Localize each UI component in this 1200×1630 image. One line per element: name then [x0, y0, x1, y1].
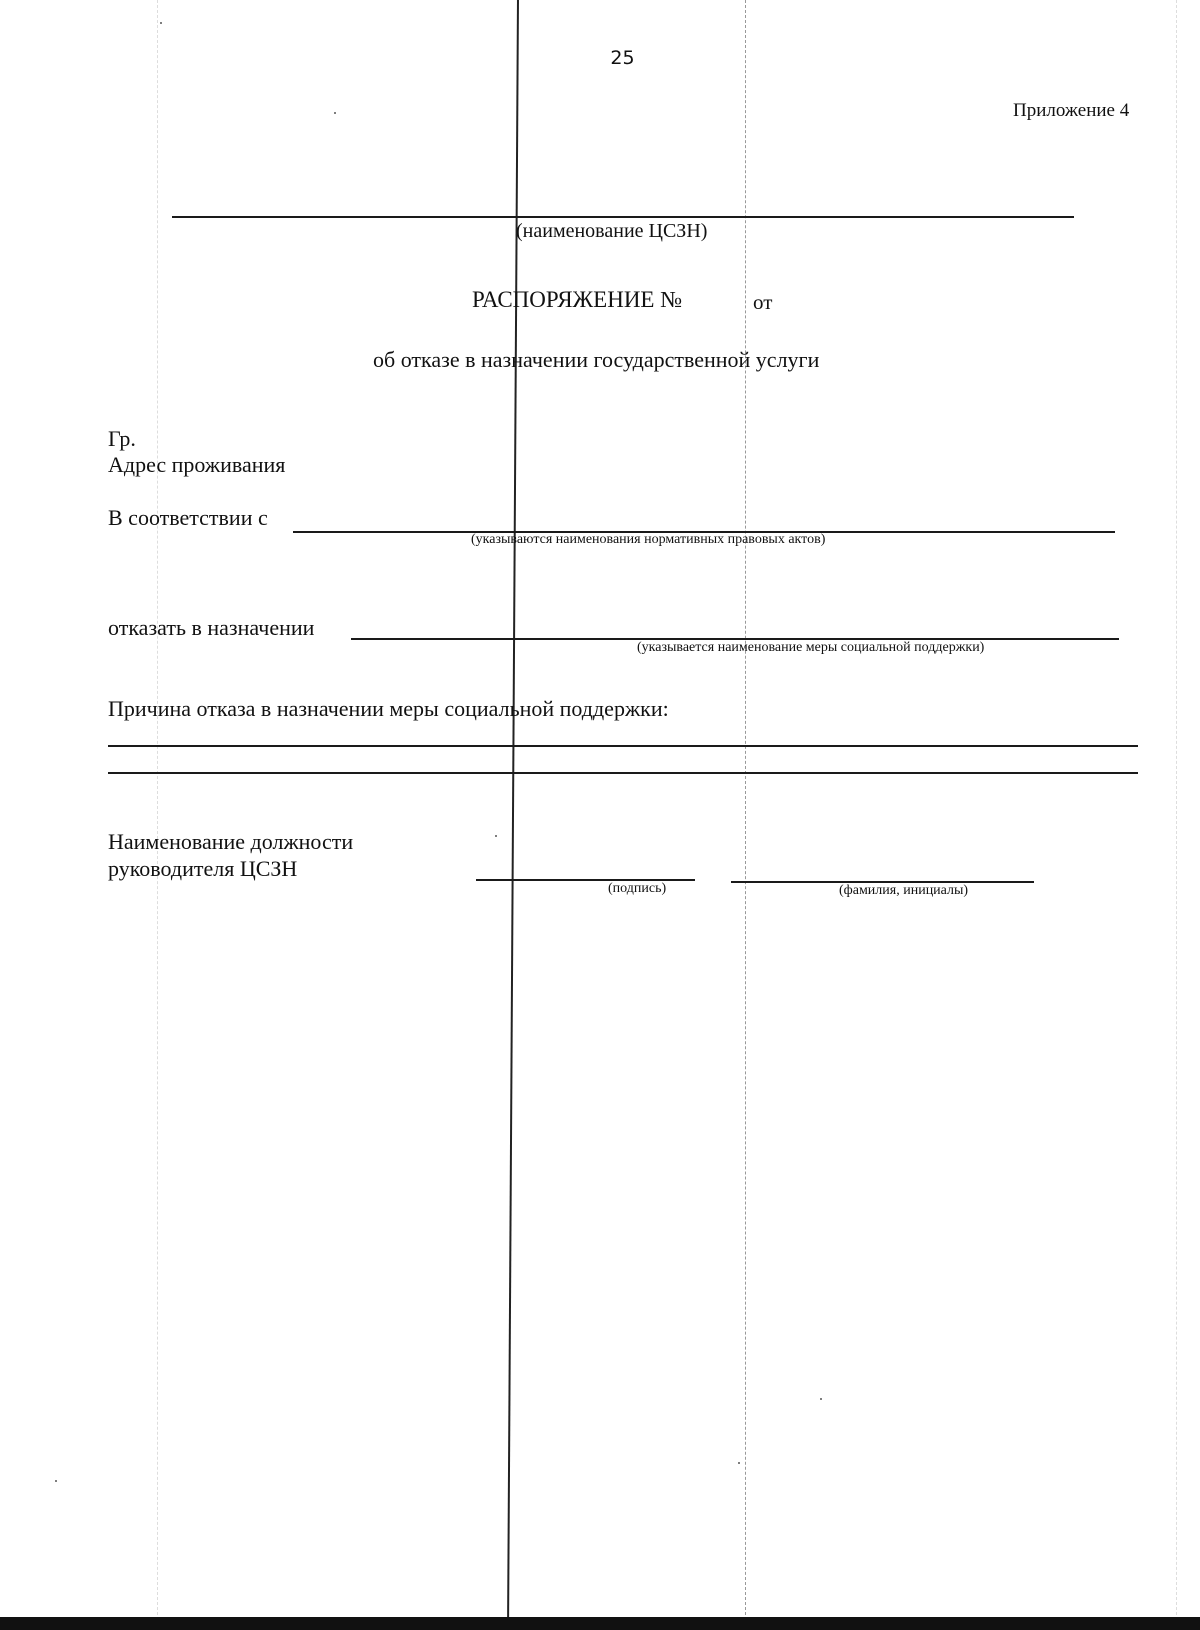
- scan-speck: [334, 112, 336, 114]
- scan-speck: [820, 1398, 822, 1400]
- reason-line-1: [108, 745, 1138, 747]
- scan-dashed-line-right: [1176, 0, 1177, 1630]
- signature-caption: (подпись): [608, 881, 667, 896]
- reason-label: Причина отказа в назначении меры социальной поддержки:: [108, 696, 669, 721]
- address-label: Адрес проживания: [108, 452, 286, 477]
- scan-speck: [55, 1480, 57, 1482]
- position-title-line1: Наименование должности: [108, 829, 354, 854]
- org-name-caption: (наименование ЦСЗН): [516, 220, 708, 242]
- scan-speck: [160, 22, 162, 24]
- scan-speck: [495, 835, 497, 837]
- scan-speck: [738, 1462, 740, 1464]
- citizen-label: Гр.: [108, 426, 136, 451]
- refuse-label: отказать в назначении: [108, 615, 315, 640]
- order-title: РАСПОРЯЖЕНИЕ №: [472, 287, 683, 312]
- measure-caption: (указывается наименование меры социальной поддержки): [637, 640, 985, 655]
- scan-fold-line: [507, 0, 519, 1630]
- appendix-label: Приложение 4: [1013, 100, 1130, 121]
- order-subject: об отказе в назначении государственной услуги: [373, 347, 820, 372]
- scan-dashed-line: [745, 0, 746, 1630]
- page-number: 25: [610, 47, 635, 69]
- scan-dashed-line-left: [157, 0, 158, 1630]
- reason-line-2: [108, 772, 1138, 774]
- acts-caption: (указываются наименования нормативных правовых актов): [471, 532, 826, 547]
- name-caption: (фамилия, инициалы): [839, 883, 969, 898]
- scan-bottom-edge: [0, 1617, 1200, 1630]
- org-name-line: [172, 216, 1074, 218]
- accordance-label: В соответствии с: [108, 505, 268, 530]
- position-title-line2: руководителя ЦСЗН: [108, 856, 298, 881]
- order-from: от: [753, 290, 773, 314]
